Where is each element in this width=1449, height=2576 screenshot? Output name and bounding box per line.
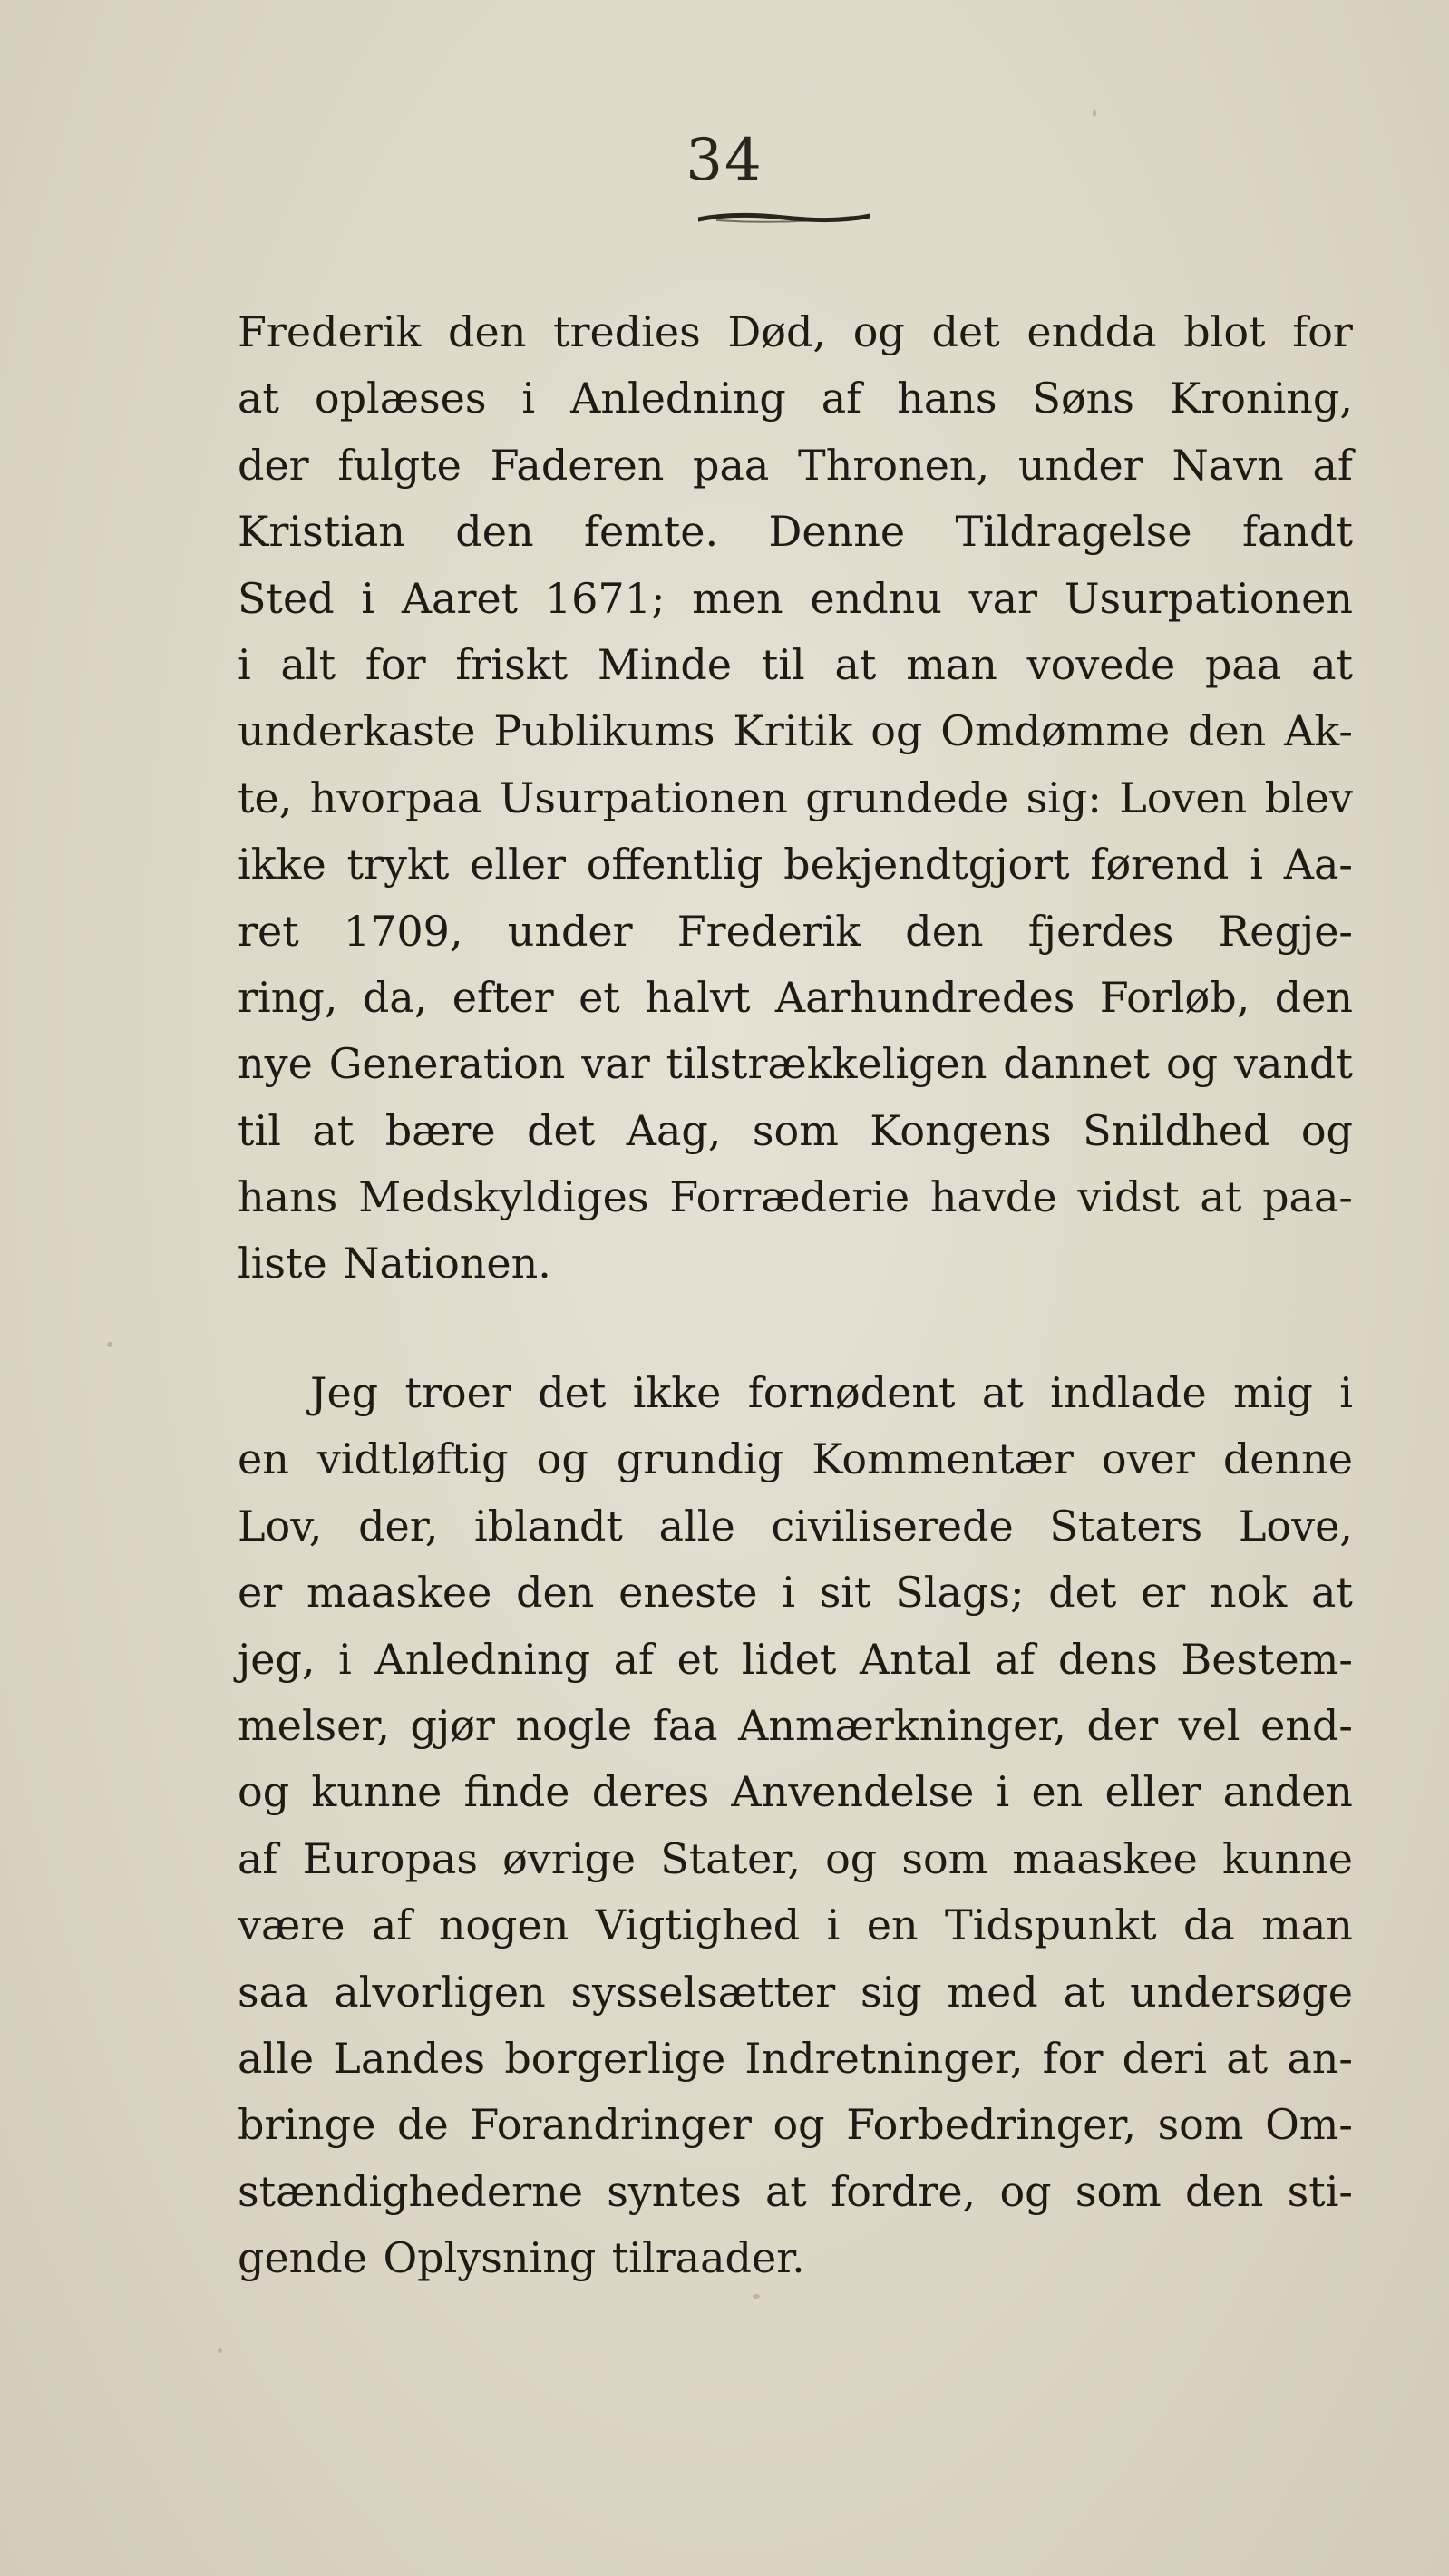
page-number: 34 — [686, 127, 763, 194]
text-line: saa alvorligen sysselsætter sig med at undersøge — [238, 1967, 1353, 2017]
text-line: af Europas øvrige Stater, og som maaskee kunne — [238, 1833, 1353, 1883]
text-line: der fulgte Faderen paa Thronen, under Navn af — [238, 440, 1353, 490]
text-line: til at bære det Aag, som Kongens Snildhed og — [238, 1105, 1353, 1155]
text-line: er maaskee den eneste i sit Slags; det er nok at — [238, 1568, 1353, 1618]
text-line: ret 1709, under Frederik den fjerdes Regje- — [238, 906, 1353, 956]
text-line: te, hvorpaa Usurpationen grundede sig: Loven blev — [238, 773, 1353, 822]
text-line: og kunne finde deres Anvendelse i en eller anden — [238, 1767, 1353, 1817]
paragraph-2 — [238, 1360, 1353, 2291]
text-line: hans Medskyldiges Forræderie havde vidst at paa- — [238, 1172, 1353, 1222]
text-line: gende Oplysning tilraader. — [238, 2233, 805, 2283]
text-line: underkaste Publikums Kritik og Omdømme den Ak- — [238, 706, 1353, 756]
paper-speck — [107, 1342, 112, 1347]
text-line: en vidtløftig og grundig Kommentær over denne — [238, 1434, 1353, 1484]
text-line: alle Landes borgerlige Indretninger, for deri at an- — [238, 2033, 1353, 2083]
text-line: at oplæses i Anledning af hans Søns Kroning, — [238, 374, 1353, 423]
paragraph-1 — [238, 299, 1353, 1298]
text-line: være af nogen Vigtighed i en Tidspunkt da man — [238, 1900, 1353, 1950]
text-line: stændighederne syntes at fordre, og som den sti- — [238, 2166, 1353, 2216]
text-line: Sted i Aaret 1671; men endnu var Usurpationen — [238, 573, 1353, 623]
text-line: i alt for friskt Minde til at man vovede paa at — [238, 639, 1353, 689]
text-line: Jeg troer det ikke fornødent at indlade mig i — [310, 1368, 1353, 1417]
text-line: ring, da, efter et halvt Aarhundredes Forløb, den — [238, 972, 1353, 1022]
text-line: melser, gjør nogle faa Anmærkninger, der vel end- — [238, 1700, 1353, 1750]
ornament-rule — [698, 209, 870, 228]
text-line: Frederik den tredies Død, og det endda blot for — [238, 307, 1353, 356]
paper-speck — [753, 2294, 760, 2299]
text-line: nye Generation var tilstrækkeligen dannet og vandt — [238, 1039, 1353, 1089]
text-line: Lov, der, iblandt alle civiliserede Staters Love, — [238, 1501, 1353, 1550]
text-line: ikke trykt eller offentlig bekjendtgjort førend i Aa- — [238, 840, 1353, 889]
paper-speck — [218, 2348, 222, 2353]
text-line: liste Nationen. — [238, 1239, 551, 1288]
paper-speck — [1093, 109, 1096, 117]
text-line: jeg, i Anledning af et lidet Antal af dens Bestem- — [238, 1634, 1353, 1684]
text-line: Kristian den femte. Denne Tildragelse fandt — [238, 507, 1353, 557]
text-line: bringe de Forandringer og Forbedringer, som Om- — [238, 2100, 1353, 2150]
